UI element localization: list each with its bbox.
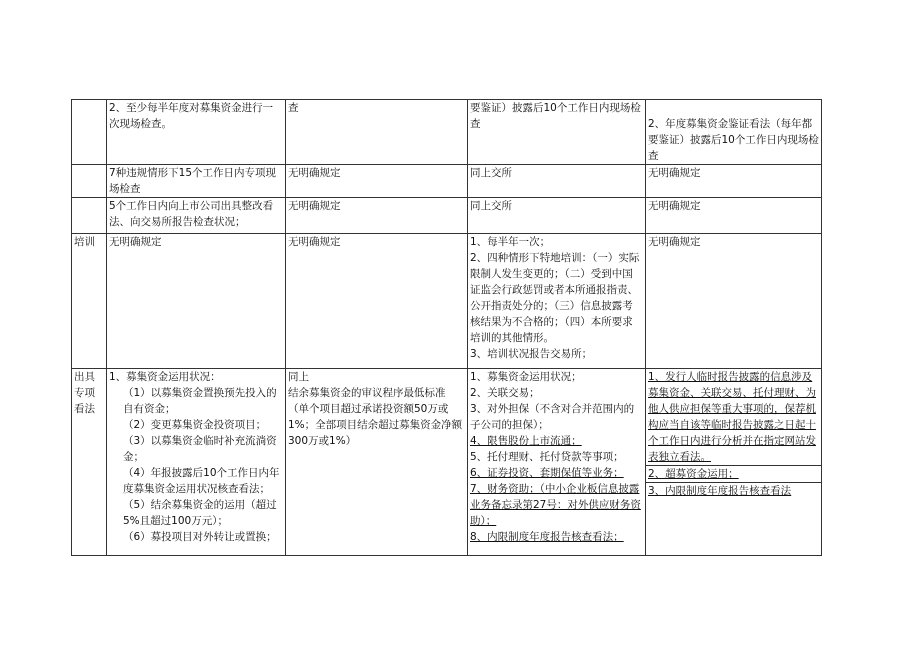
- table-cell: 5个工作日内向上市公司出具整改看法、向交易所报告检查状况；: [107, 198, 286, 234]
- table-cell: 1、募集资金运用状况： （1）以募集资金置换预先投入的自有资金； （2）变更募集资金投资项目； （3）以募集资金临时补充流淌资金； （4）年报披露后10个工作日内年度募集资金运用状况核查看法； （5）结余募集资金的运用（超过5%且超过100万元）； （6）募投项目对外转让或置换；: [107, 369, 286, 556]
- table-cell: 同上 结余募集资金的审议程序最低标准（单个项目超过承诺投资额50万或1%；全部项目结余超过募集资金净额300万或1%）: [286, 369, 468, 556]
- table-cell: 无明确规定: [286, 198, 468, 234]
- table-cell: 要鉴证）披露后10个工作日内现场检查: [468, 100, 646, 165]
- table-cell: 无明确规定: [107, 234, 286, 369]
- table-row: [72, 100, 822, 165]
- table-cell: 无明确规定: [286, 234, 468, 369]
- table-cell: 同上交所: [468, 198, 646, 234]
- table-cell: 1、每半年一次； 2、四种情形下特地培训：（一）实际限制人发生变更的；（二）受到中国证监会行政惩罚或者本所通报指责、公开指责处分的；（三）信息披露考核结果为不合格的；（四）本所要求培训的其他情形。 3、培训状况报告交易所；: [468, 234, 646, 369]
- table-cell: 7种违规情形下15个工作日内专项现场检查: [107, 165, 286, 198]
- table-row: [72, 165, 822, 198]
- table-cell: 2、至少每半年度对募集资金进行一次现场检查。: [107, 100, 286, 165]
- row-label-cell: 培训: [72, 234, 107, 369]
- table-cell: 2、年度募集资金鉴证看法（每年都要鉴证）披露后10个工作日内现场检查: [646, 100, 822, 165]
- table-cell: 无明确规定: [646, 198, 822, 234]
- row-label-cell: [72, 100, 107, 165]
- table-cell: 无明确规定: [646, 234, 822, 369]
- table-cell: 无明确规定: [646, 165, 822, 198]
- table-cell: 同上交所: [468, 165, 646, 198]
- table-cell: 1、募集资金运用状况； 2、关联交易； 3、对外担保（不含对合并范围内的子公司的担保）； 4、限售股份上市流通； 5、托付理财、托付贷款等事项； 6、证券投资、套期保值等业务； 7、财务资助；（中小企业板信息披露业务备忘录第27号：对外供应财务资助）； 8、内限制度年度报告核查看法；: [468, 369, 646, 556]
- table-row: [72, 234, 822, 369]
- table-cell: 无明确规定: [286, 165, 468, 198]
- row-label-cell: 出具专项看法: [72, 369, 107, 556]
- comparison-table: [71, 99, 822, 556]
- row-label-cell: [72, 165, 107, 198]
- table-row: [72, 198, 822, 234]
- row-label-cell: [72, 198, 107, 234]
- table-row: [72, 369, 822, 556]
- table-cell: 1、发行人临时报告披露的信息涉及募集资金、关联交易、托付理财、为他人供应担保等重大事项的，保荐机构应当自该等临时报告披露之日起十个工作日内进行分析并在指定网站发表独立看法。 2、超募资金运用； 3、内限制度年度报告核查看法: [646, 369, 822, 556]
- table-cell: 查: [286, 100, 468, 165]
